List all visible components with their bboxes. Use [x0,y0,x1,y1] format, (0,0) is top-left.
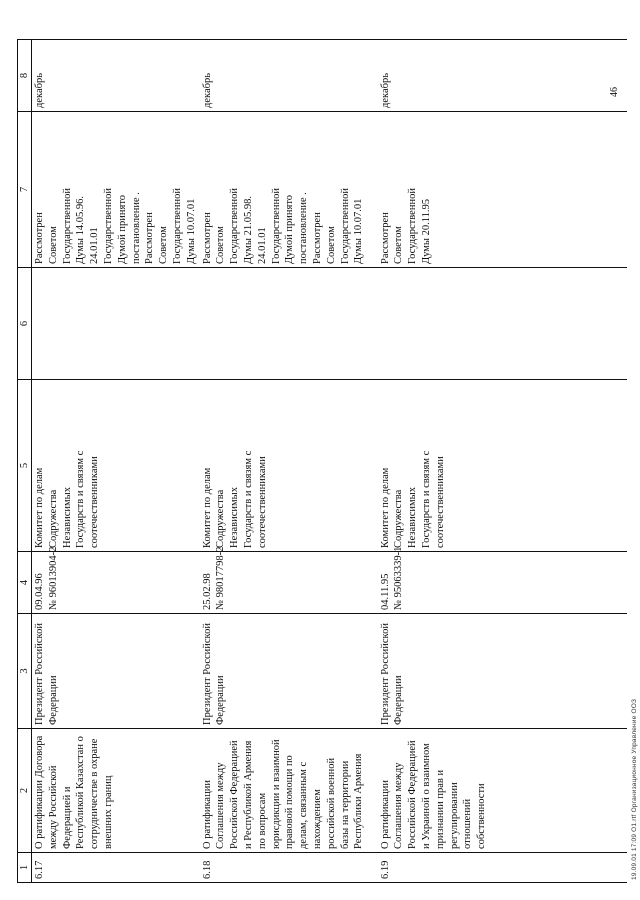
cell-title-line: собственности [476,783,488,849]
cell-title-line: Соглашения между [215,762,227,849]
cell-status-line: Советом [393,226,405,264]
footer-text: 19.09.01 17:09 O1.rtf Организационное Управление ООЗ [631,698,638,880]
cell-status [199,112,377,268]
cell-title-line: Республики Армения [353,753,365,849]
cell-status-line: Думы 20.11.95 [420,199,432,264]
cell-number-value: 6.19 [379,860,391,879]
cell-committee-line: Содружества [47,489,59,548]
cell-date [377,546,627,614]
column-header-7: 7 [18,112,32,268]
cell-committee-line: Государств и связям с [242,450,254,548]
cell-title-line: между Российской [47,765,59,849]
table-row [377,40,627,883]
cell-date [199,546,377,614]
cell-initiator [199,614,377,729]
cell-title-line: юрисдикции и взаимной [270,739,282,849]
cell-title-line: российской военной [325,757,337,849]
cell-status-line: 24.01.01 [256,227,268,264]
cell-title-line: и Республикой Армения [242,740,254,849]
rotated-page [17,43,638,883]
cell-date-value: 04.11.95 [379,573,391,610]
cell-committee-line: Комитет по делам [379,467,391,548]
cell-initiator [377,614,627,729]
cell-col6 [32,268,199,380]
cell-initiator-line: Федерации [215,675,227,725]
cell-status [377,112,627,268]
cell-title-line: нахождением [311,789,323,849]
cell-committee-line: соотечественниками [256,456,268,548]
cell-status-line: Советом [158,226,170,264]
cell-committee-line: Содружества [393,489,405,548]
cell-initiator-line: Федерации [393,675,405,725]
cell-status-line: Государственной [270,188,282,264]
cell-status-line: постановление . [298,192,310,264]
cell-status-line: Советом [215,226,227,264]
cell-title [377,729,627,853]
cell-status-line: Думы 14.05.96. [75,196,87,264]
cell-initiator-line: Федерации [47,675,59,725]
cell-title-line: базы на территории [339,760,351,849]
cell-status-line: Государственной [229,188,241,264]
cell-title-line: правовой помощи по [284,755,296,849]
cell-month-value: декабрь [34,73,45,108]
cell-col6 [377,268,627,380]
cell-title-line: по вопросам [256,792,268,849]
cell-status-line: Рассмотрен [34,212,45,264]
cell-title-line: сотрудничестве в охране [89,738,101,849]
cell-title-line: отношений [462,798,474,849]
cell-title-line: Республикой Казахстан о [75,736,87,849]
cell-initiator [32,614,199,729]
column-header-8: 8 [18,40,32,112]
cell-committee-line: Государств и связям с [420,450,432,548]
cell-status-line: Рассмотрен [144,212,156,264]
cell-committee-line: соотечественниками [89,456,101,548]
cell-status-line: Думой принято [116,194,128,264]
cell-committee-line: Содружества [215,489,227,548]
cell-month [377,40,627,112]
cell-status [32,112,199,268]
cell-number [32,853,199,883]
cell-initiator-line: Президент Российской [34,623,45,725]
cell-initiator-line: Президент Российской [379,623,391,725]
cell-status-line: Государственной [171,188,183,264]
cell-status-line: Государственной [61,188,73,264]
cell-committee-line: Независимых [407,487,419,548]
cell-status-line: Государственной [102,188,114,264]
cell-title-line: О ратификации [201,780,213,849]
cell-reg-number: № 95063339-1 [393,546,405,610]
cell-title-line: признании прав и [434,769,446,849]
table-header [18,40,32,883]
cell-date [32,546,199,614]
column-header-3: 3 [18,614,32,729]
cell-committee-line: Государств и связям с [75,450,87,548]
cell-month [32,40,199,112]
cell-number [377,853,627,883]
cell-title-line: регулировании [448,782,460,849]
cell-title-line: Федерацией и [61,786,73,849]
cell-month-value: декабрь [201,73,213,108]
cell-reg-number: № 96013904-2 [47,546,59,610]
cell-number [199,853,377,883]
cell-title [199,729,377,853]
cell-status-line: Рассмотрен [201,212,213,264]
cell-title-line: Российской Федерацией [407,740,419,849]
cell-col6 [199,268,377,380]
column-header-4: 4 [18,552,32,614]
cell-committee-line: Комитет по делам [201,467,213,548]
cell-committee [32,380,199,552]
cell-number-value: 6.18 [201,860,213,879]
legislation-table [17,39,627,883]
cell-initiator-line: Президент Российской [201,623,213,725]
cell-title-line: О ратификации [379,780,391,849]
table-row [199,40,377,883]
cell-month [199,40,377,112]
table-row [32,40,199,883]
column-header-2: 2 [18,729,32,853]
cell-committee-line: Комитет по делам [34,467,45,548]
column-header-5: 5 [18,380,32,552]
column-header-6: 6 [18,268,32,380]
cell-status-line: Рассмотрен [379,212,391,264]
cell-committee-line: соотечественниками [434,456,446,548]
cell-date-value: 09.04.96 [34,573,45,610]
page-number: 46 [609,87,620,97]
cell-committee [199,380,377,552]
cell-reg-number: № 98017798-2 [215,546,227,610]
cell-title [32,729,199,853]
cell-number-value: 6.17 [34,860,45,879]
cell-status-line: Думы 10.07.01 [185,198,197,264]
cell-status-line: Думой принято [284,194,296,264]
cell-title-line: Российской Федерацией [229,740,241,849]
cell-date-value: 25.02.98 [201,573,213,610]
cell-status-line: Рассмотрен [311,212,323,264]
cell-title-line: и Украиной о взаимном [420,743,432,849]
cell-title-line: О ратификации Договора [34,735,45,849]
cell-status-line: 24.01.01 [89,227,101,264]
cell-title-line: делам, связанным с [298,761,310,849]
cell-title-line: Соглашения между [393,762,405,849]
cell-status-line: постановление . [130,192,142,264]
cell-month-value: декабрь [379,73,391,108]
cell-committee [377,380,627,552]
cell-status-line: Государственной [339,188,351,264]
cell-status-line: Советом [47,226,59,264]
column-header-1: 1 [18,853,32,883]
cell-committee-line: Независимых [61,487,73,548]
cell-title-line: внешних границ [102,775,114,849]
cell-committee-line: Независимых [229,487,241,548]
table-body [32,40,627,883]
cell-status-line: Думы 10.07.01 [353,198,365,264]
cell-status-line: Советом [325,226,337,264]
cell-status-line: Государственной [407,188,419,264]
cell-status-line: Думы 21.05.98. [242,196,254,264]
